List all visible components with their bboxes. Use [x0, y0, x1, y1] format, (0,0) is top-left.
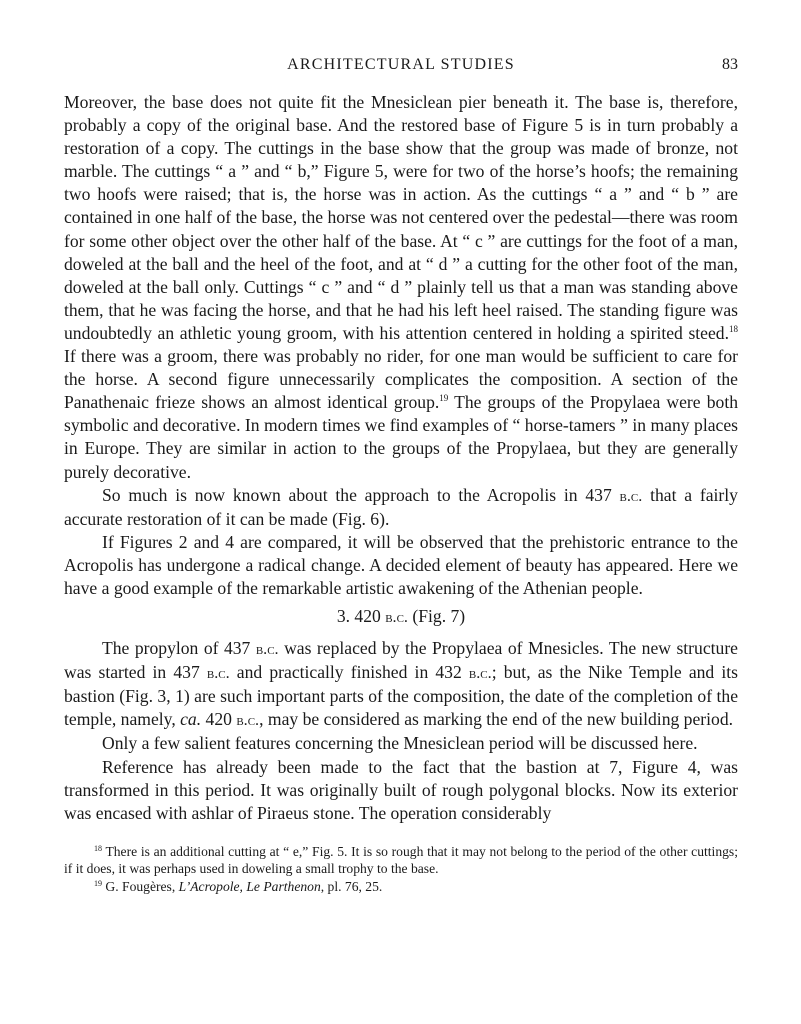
footnote-text: There is an additional cutting at “ e,” Fig. 5. It is so rough that it may not belong to the period of the other cuttings; if it does, it was perhaps used in doweling a small trophy to the base. — [64, 843, 738, 877]
footnote-ref-19: 19 — [439, 393, 449, 404]
paragraph-4-text-e: 420 — [201, 709, 237, 730]
paragraph-6: Reference has already been made to the fact that the bastion at 7, Figure 4, was transformed in this period. It was originally built of rough polygonal blocks. Now its exterior was encased with ashlar of Piraeus stone. The operation considerably — [64, 756, 738, 823]
paragraph-1 — [64, 91, 738, 484]
footnote-book-title: L’Acropole, Le Parthenon — [178, 878, 321, 894]
page-number: 83 — [722, 56, 738, 73]
era-label: b.c. — [385, 608, 408, 627]
circa-abbrev: ca. — [180, 709, 202, 730]
footnote-number: 19 — [94, 878, 102, 888]
paragraph-4-text-d: ; but, as the Nike Temple and its bastion (Fig. 3, 1) are such important parts of the composition, the date of the completion of the temple, namely, — [64, 662, 738, 730]
paragraph-4-text-a: The propylon of 437 — [102, 638, 256, 659]
paragraph-4 — [64, 637, 738, 732]
footnote-text: , pl. 76, 25. — [320, 878, 383, 894]
paragraph-1-text-c: The groups of the Propylaea were both symbolic and decorative. In modern times we find examples of “ horse-tamers ” in many places in Europe. They are similar in action to the groups of the Propylaea, but they are generally purely decorative. — [64, 392, 738, 482]
era-label: b.c. — [468, 664, 492, 683]
footnote-number: 18 — [94, 843, 102, 853]
section-heading — [64, 605, 738, 629]
paragraph-2 — [64, 484, 738, 531]
page — [64, 56, 738, 895]
paragraph-2-text-b: that a fairly accurate restoration of it can be made (Fig. 6). — [64, 484, 738, 529]
era-label: b.c. — [236, 711, 260, 730]
running-head — [64, 56, 738, 82]
paragraph-3: If Figures 2 and 4 are compared, it will be observed that the prehistoric entrance to the Acropolis has undergone a radical change. A decided element of beauty has appeared. Here we have a good example of the remarkable artistic awakening of the Athenian people. — [64, 531, 738, 598]
footnote-18 — [64, 843, 738, 878]
era-label: b.c. — [619, 486, 643, 505]
paragraph-5: Only a few salient features concerning the Mnesiclean period will be discussed here. — [102, 733, 698, 754]
section-heading-number: 3. 420 — [336, 606, 386, 627]
era-label: b.c. — [206, 664, 230, 683]
paragraph-1-text-b: If there was a groom, there was probably no rider, for one man would be sufficient to care for the horse. A second figure unnecessarily complicates the composition. A section of the Panathenaic frieze shows an almost identical group. — [64, 346, 738, 413]
paragraph-1-text-a: Moreover, the base does not quite fit the Mnesiclean pier beneath it. The base is, therefore, probably a copy of the original base. And the restored base of Figure 5 is in turn probably a restoration of a copy. The cuttings in the base show that the group was made of bronze, not marble. The cuttings “ a ” and “ b,” Figure 5, were for two of the horse’s hoofs; the remaining two hoofs were raised; that is, the horse was in action. As the cuttings “ a ” and “ b ” are contained in one half of the base, the horse was not centered over the pedestal—there was room for some other object over the other half of the base. At “ c ” are cuttings for the foot of a man, doweled at the ball and the heel of the foot, and at “ d ” a cutting for the other foot of the man, doweled at the ball only. Cuttings “ c ” and “ d ” plainly tell us that a man was standing above them, that he was facing the horse, and that he had his left heel raised. The standing figure was undoubtedly an athletic young groom, with his attention centered in holding a spirited steed. — [64, 92, 738, 343]
paragraph-4-text-b: was replaced by the Propylaea of Mnesicles. The new structure was started in 437 — [64, 638, 738, 683]
paragraph-4-text-f: , may be considered as marking the end of the new building period. — [259, 709, 734, 730]
era-label: b.c. — [255, 640, 279, 659]
paragraph-4-text-c: and practically finished in 432 — [229, 662, 469, 683]
footnote-ref-18: 18 — [729, 323, 738, 334]
body-text — [64, 91, 738, 825]
paragraph-2-text-a: So much is now known about the approach to the Acropolis in 437 — [102, 484, 620, 505]
footnote-19 — [64, 878, 738, 896]
footnote-text: G. Fougères, — [102, 878, 179, 894]
section-heading-fig: (Fig. 7) — [407, 606, 466, 627]
footnotes — [64, 843, 738, 896]
running-head-title: ARCHITECTURAL STUDIES — [287, 56, 515, 73]
